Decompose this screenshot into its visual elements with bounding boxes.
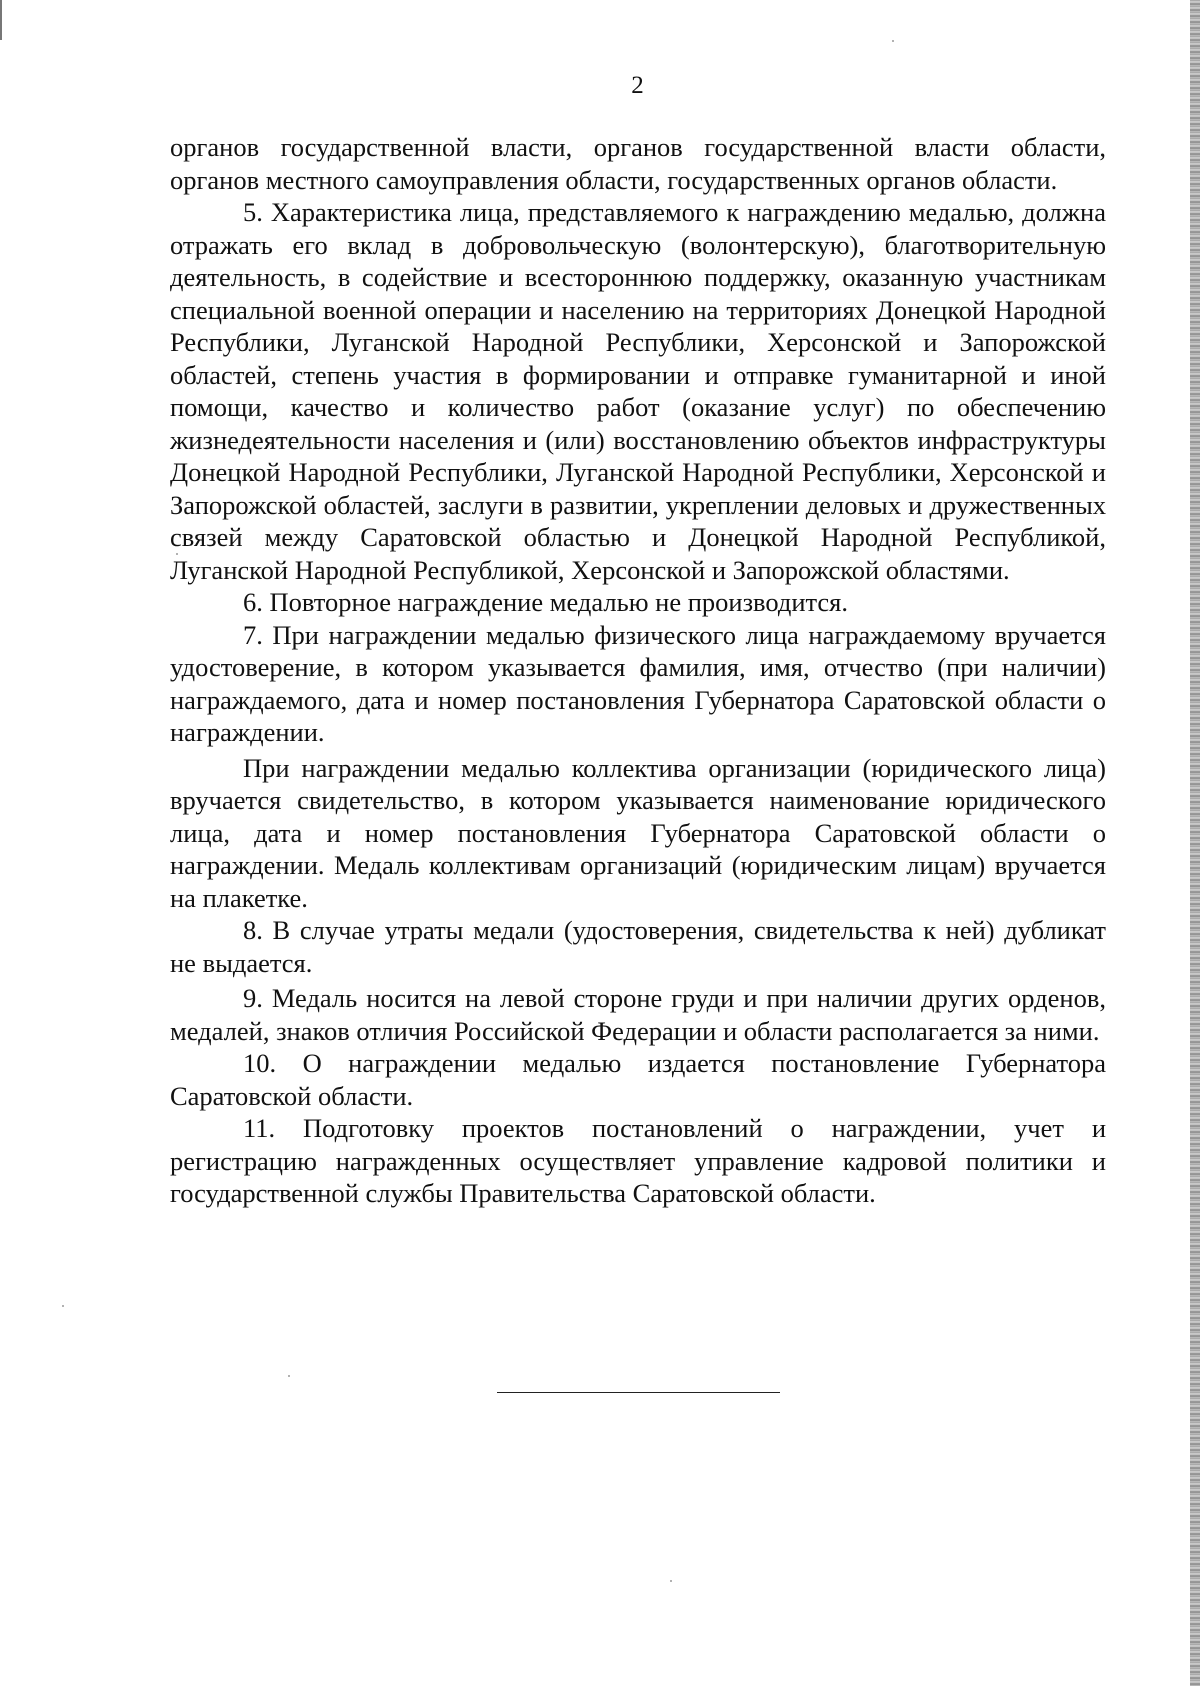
paragraph-9-wearing: 9. Медаль носится на левой стороне груди и при наличии других орденов, медалей, знаков отличия Российской Федерации и области располагается за ними.: [170, 983, 1106, 1046]
scan-speck: [62, 1305, 64, 1307]
scan-right-edge: [1190, 0, 1200, 1686]
scan-speck: [176, 553, 178, 555]
scan-speck: [892, 40, 894, 42]
scan-speck: [288, 1375, 290, 1377]
scan-speck: [670, 1580, 672, 1582]
document-body: [170, 131, 1106, 1210]
paragraph-continuation: органов государственной власти, органов государственной власти области, органов местного самоуправления области, государственных органов области.: [170, 132, 1106, 195]
scan-left-mark: [0, 0, 2, 40]
page-number: 2: [631, 72, 644, 99]
paragraph-5-characteristic: 5. Характеристика лица, представляемого к награждению медалью, должна отражать его вклад в добровольческую (волонтерскую), благотворительную деятельность, в содействие и всестороннюю поддержку, оказанную участникам специальной военной операции и населению на территориях Донецкой Народной Республики, Луганской Народной Республики, Херсонской и Запорожской областей, степень участия в формировании и отправке гуманитарной и иной помощи, качество и количество работ (оказание услуг) по обеспечению жизнедеятельности населения и (или) восстановлению объектов инфраструктуры Донецкой Народной Республики, Луганской Народной Республики, Херсонской и Запорожской областей, заслуги в развитии, укреплении деловых и дружественных связей между Саратовской областью и Донецкой Народной Республикой, Луганской Народной Республикой, Херсонской и Запорожской областями.: [170, 197, 1106, 585]
paragraph-8-loss: 8. В случае утраты медали (удостоверения, свидетельства к ней) дубликат не выдается.: [170, 915, 1106, 978]
paragraph-10-decree: 10. О награждении медалью издается постановление Губернатора Саратовской области.: [170, 1048, 1106, 1111]
end-of-document-line: [497, 1392, 780, 1393]
paragraph-6-repeat-award: 6. Повторное награждение медалью не производится.: [243, 587, 848, 617]
paragraph-7-certificate: 7. При награждении медалью физического лица награждаемому вручается удостоверение, в котором указывается фамилия, имя, отчество (при наличии) награждаемого, дата и номер постановления Губернатора Саратовской области о награждении.: [170, 619, 1106, 747]
paragraph-7-collective: При награждении медалью коллектива организации (юридического лица) вручается свидетельство, в котором указывается наименование юридического лица, дата и номер постановления Губернатора Саратовской области о награждении. Медаль коллективам организаций (юридическим лицам) вручается на плакетке.: [170, 752, 1106, 913]
paragraph-11-preparation: 11. Подготовку проектов постановлений о награждении, учет и регистрацию награжденных осуществляет управление кадровой политики и государственной службы Правительства Саратовской области.: [170, 1113, 1106, 1208]
